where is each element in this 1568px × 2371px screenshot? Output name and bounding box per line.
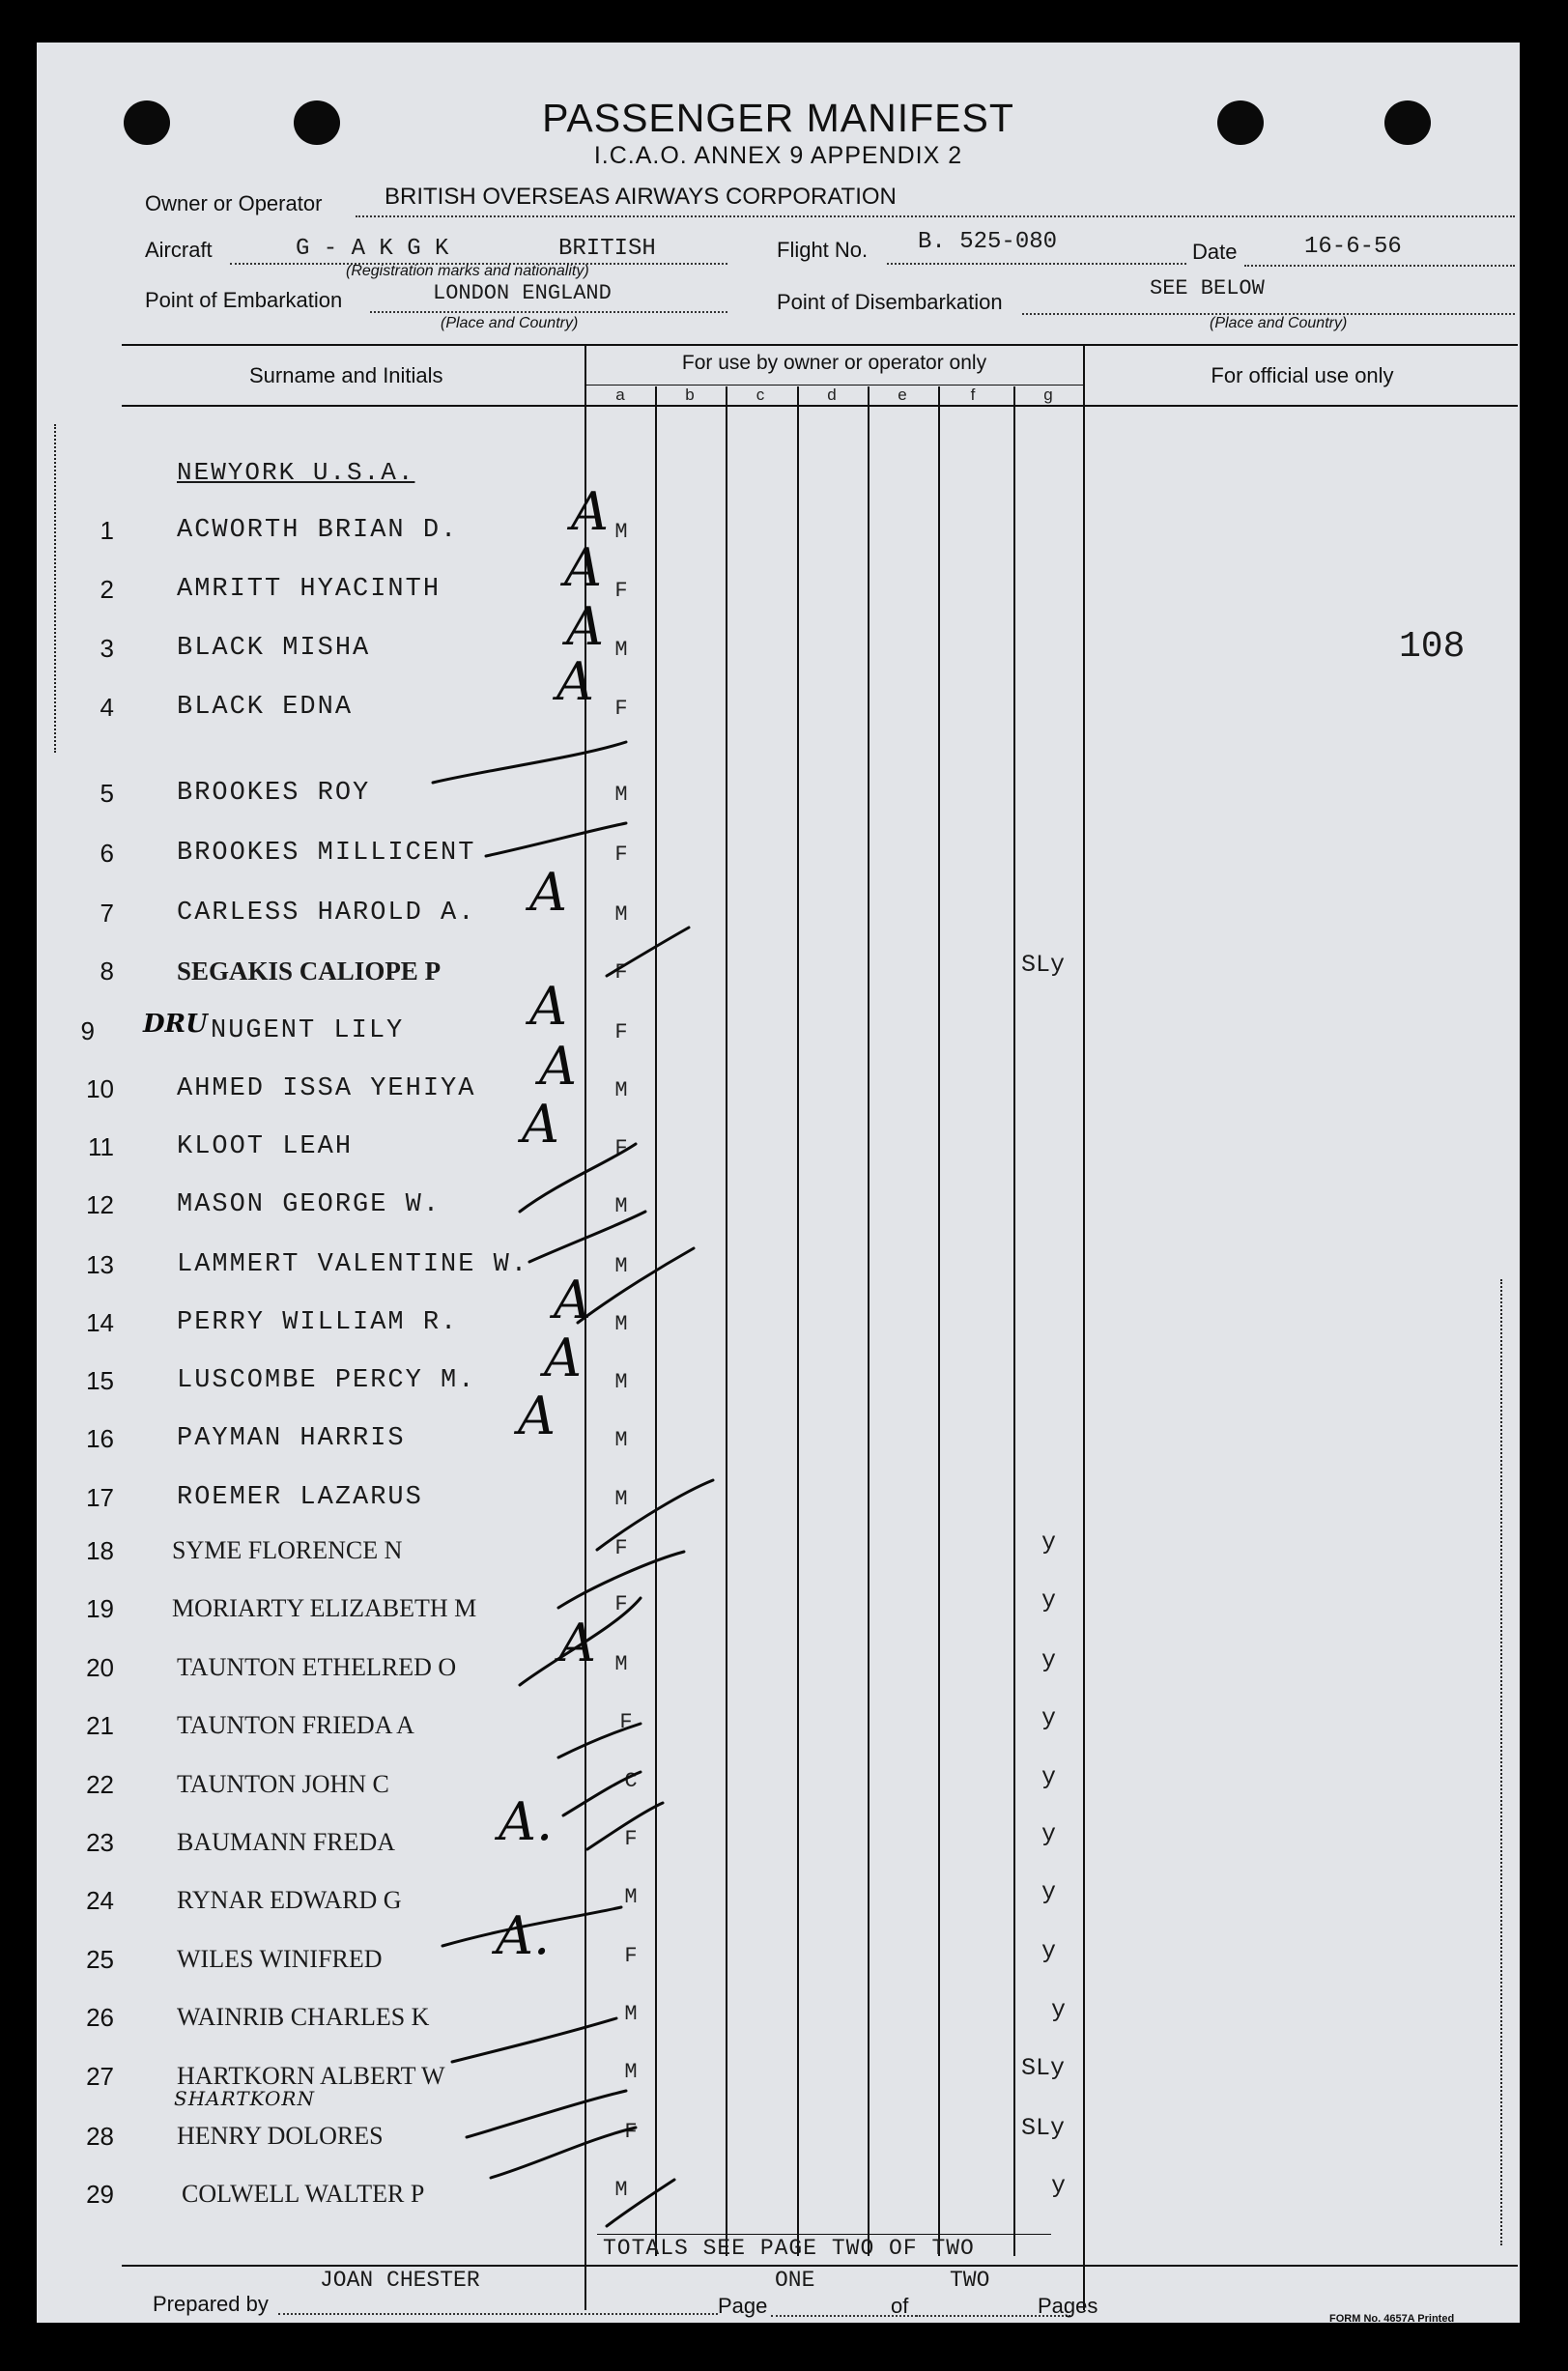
column-g-value: y [1041, 1646, 1057, 1674]
column-g-value: y [1051, 1996, 1067, 2024]
row-number: 13 [86, 1250, 114, 1279]
row-number: 10 [86, 1074, 114, 1103]
subcolumn-d: d [827, 386, 837, 404]
strike-line [607, 928, 689, 976]
passenger-name: AMRITT HYACINTH [177, 575, 442, 604]
of-label: of [891, 2294, 909, 2318]
passenger-name: LAMMERT VALENTINE W. [177, 1250, 529, 1279]
disembarkation-note: (Place and Country) [1210, 315, 1348, 331]
row-number: 26 [86, 2003, 114, 2032]
strike-line [587, 1803, 663, 1849]
handwritten-mark: A [529, 862, 567, 923]
passenger-sex: M [614, 520, 628, 544]
handwritten-mark: A [571, 481, 609, 542]
handwritten-mark: A [554, 1270, 591, 1330]
row-number: 22 [86, 1770, 114, 1799]
passenger-sex: F [614, 1020, 628, 1044]
row-number: 14 [86, 1308, 114, 1337]
passenger-sex: M [614, 1428, 628, 1452]
subcolumn-f: f [970, 386, 976, 404]
aircraft-nationality: BRITISH [558, 236, 656, 262]
passenger-sex: M [614, 1078, 628, 1102]
row-number: 7 [100, 899, 114, 928]
passenger-sex: M [614, 1254, 628, 1278]
prepared-by-label: Prepared by [153, 2292, 269, 2316]
column-g-value: SLy [1021, 2114, 1066, 2142]
passenger-sex: F [614, 579, 628, 603]
passenger-sex: F [614, 843, 628, 867]
row-number: 1 [100, 516, 114, 545]
column-g-value: y [1051, 2172, 1067, 2200]
passenger-name: MASON GEORGE W. [177, 1190, 442, 1219]
passenger-name: LUSCOMBE PERCY M. [177, 1366, 476, 1395]
passenger-name: HENRY DOLORES [177, 2122, 384, 2150]
disembarkation-label: Point of Disembarkation [777, 290, 1003, 314]
passenger-name: CARLESS HAROLD A. [177, 899, 476, 928]
row-number: 2 [100, 575, 114, 604]
strike-line [529, 1212, 645, 1262]
strike-line [520, 1144, 636, 1212]
strike-line [467, 2091, 626, 2137]
of-value: TWO [950, 2268, 990, 2293]
embarkation-note: (Place and Country) [441, 315, 579, 331]
strike-line [597, 1480, 713, 1550]
date-value: 16-6-56 [1304, 234, 1402, 260]
form-number: FORM No. 4657A Printed [1329, 2313, 1455, 2325]
column-g-value: SLy [1021, 2054, 1066, 2082]
registration-note: (Registration marks and nationality) [346, 263, 589, 279]
row-number: 20 [86, 1653, 114, 1682]
handwritten-mark: A. [499, 1791, 554, 1852]
passenger-sex: F [619, 1710, 633, 1734]
row-number: 5 [100, 779, 114, 808]
subcolumn-c: c [755, 386, 765, 404]
passenger-name: AHMED ISSA YEHIYA [177, 1074, 476, 1103]
passenger-name: BAUMANN FREDA [177, 1828, 396, 1856]
row-number: 11 [88, 1132, 114, 1161]
row-number: 9 [80, 1016, 95, 1045]
passenger-sex: M [614, 1194, 628, 1218]
page-value: ONE [775, 2268, 815, 2293]
prepared-by-value: JOAN CHESTER [320, 2268, 480, 2293]
passenger-name: KLOOT LEAH [177, 1132, 354, 1161]
owner-label: Owner or Operator [145, 191, 323, 215]
passenger-name: WAINRIB CHARLES K [177, 2003, 430, 2031]
strike-line [491, 2128, 636, 2178]
handwritten-mark: A [518, 1385, 556, 1446]
row-number: 23 [86, 1828, 114, 1857]
passenger-name: BLACK EDNA [177, 693, 354, 722]
row-number: 4 [100, 693, 114, 722]
row-number: 19 [86, 1594, 114, 1623]
passenger-sex: M [624, 2002, 638, 2026]
passenger-name: HARTKORN ALBERT W [177, 2062, 445, 2090]
passenger-sex: F [614, 1536, 628, 1560]
handwritten-mark: A [558, 1613, 596, 1673]
passenger-sex: M [624, 2060, 638, 2084]
strike-line [520, 1598, 641, 1685]
passenger-name: RYNAR EDWARD G [177, 1886, 402, 1914]
flight-value: B. 525-080 [918, 229, 1058, 255]
row-number: 27 [86, 2062, 114, 2091]
subcolumn-g: g [1043, 386, 1053, 404]
official-use-column-header: For official use only [1211, 363, 1394, 387]
row-number: 25 [86, 1945, 114, 1974]
page-label: Page [718, 2294, 768, 2318]
handwritten-mark: A [539, 1036, 577, 1097]
passenger-name: BLACK MISHA [177, 634, 371, 663]
column-g-value: y [1041, 1820, 1057, 1848]
strike-line [607, 2180, 674, 2226]
passenger-sex: F [614, 697, 628, 721]
strike-line [486, 823, 626, 856]
row-number: 28 [86, 2122, 114, 2151]
row-number: 18 [86, 1536, 114, 1565]
row-number: 17 [86, 1483, 114, 1512]
passenger-sex: M [614, 902, 628, 927]
surname-column-header: Surname and Initials [249, 363, 443, 387]
passenger-sex: F [614, 1136, 628, 1160]
passenger-sex: M [614, 783, 628, 807]
passenger-sex: C [624, 1769, 638, 1793]
embarkation-value: LONDON ENGLAND [433, 281, 612, 305]
passenger-name: ACWORTH BRIAN D. [177, 516, 459, 545]
passenger-sex: M [614, 1487, 628, 1511]
row-number: 3 [100, 634, 114, 663]
passenger-name: PERRY WILLIAM R. [177, 1308, 459, 1337]
passenger-name: TAUNTON FRIEDA A [177, 1711, 414, 1739]
page-subtitle: I.C.A.O. ANNEX 9 APPENDIX 2 [593, 142, 963, 169]
passenger-name: MORIARTY ELIZABETH M [172, 1594, 477, 1622]
subcolumn-e: e [898, 386, 907, 404]
passenger-sex: M [614, 1370, 628, 1394]
passenger-name: TAUNTON ETHELRED O [177, 1653, 457, 1681]
destination-heading: NEWYORK U.S.A. [177, 458, 415, 487]
handwritten-mark: A. [496, 1905, 551, 1966]
embarkation-label: Point of Embarkation [145, 288, 343, 312]
date-label: Date [1192, 240, 1238, 264]
passenger-name: ROEMER LAZARUS [177, 1483, 423, 1512]
row-number: 21 [86, 1711, 114, 1740]
passenger-name: NUGENT LILY [211, 1016, 405, 1045]
strike-line [578, 1248, 694, 1323]
handwritten-mark: A [529, 976, 567, 1037]
passenger-name: TAUNTON JOHN C [177, 1770, 389, 1798]
passenger-sex: F [614, 1592, 628, 1616]
handwritten-mark: A [522, 1094, 559, 1155]
handwritten-correction: SHARTKORN [174, 2087, 315, 2110]
owner-use-column-header: For use by owner or operator only [681, 352, 987, 374]
handwritten-strike-lines [37, 43, 1520, 2323]
passenger-sex: M [614, 638, 628, 662]
aircraft-label: Aircraft [145, 238, 213, 262]
handwritten-mark: A [566, 596, 604, 657]
strike-line [558, 1552, 684, 1608]
column-g-value: y [1041, 1528, 1057, 1557]
passenger-sex: M [614, 1652, 628, 1676]
column-g-value: SLy [1021, 951, 1066, 979]
passenger-sex: M [614, 2178, 628, 2202]
passenger-name: COLWELL WALTER P [182, 2180, 425, 2208]
handwritten-mark: A [544, 1328, 582, 1388]
strike-line [563, 1772, 641, 1815]
column-g-value: y [1041, 1937, 1057, 1965]
row-number: 6 [100, 839, 114, 868]
passenger-sex: F [614, 960, 628, 985]
subcolumn-b: b [685, 386, 695, 404]
flight-label: Flight No. [777, 238, 869, 262]
row-number: 8 [100, 957, 114, 986]
handwritten-mark: A [564, 537, 602, 598]
strike-line [442, 1907, 621, 1946]
column-g-value: y [1041, 1763, 1057, 1791]
page-title: PASSENGER MANIFEST [542, 96, 1014, 140]
strike-line [452, 2018, 616, 2062]
subcolumn-a: a [615, 386, 625, 404]
passenger-name: SEGAKIS CALIOPE P [177, 957, 442, 986]
column-g-value: y [1041, 1704, 1057, 1732]
passenger-name: SYME FLORENCE N [172, 1536, 403, 1564]
passenger-name: WILES WINIFRED [177, 1945, 383, 1973]
official-number: 108 [1399, 626, 1466, 668]
disembarkation-value: SEE BELOW [1150, 276, 1265, 300]
column-g-value: y [1041, 1878, 1057, 1906]
manifest-sheet [37, 43, 1520, 2323]
handwritten-prefix: DRU [143, 1010, 208, 1039]
pages-label: Pages [1038, 2294, 1098, 2318]
aircraft-registration: G - A K G K [296, 236, 449, 262]
handwritten-mark: A [556, 651, 594, 712]
passenger-name: PAYMAN HARRIS [177, 1424, 406, 1453]
owner-value: BRITISH OVERSEAS AIRWAYS CORPORATION [385, 184, 897, 210]
row-number: 12 [86, 1190, 114, 1219]
passenger-name: BROOKES MILLICENT [177, 839, 476, 868]
totals-note: TOTALS SEE PAGE TWO OF TWO [603, 2236, 975, 2261]
passenger-sex: M [624, 1885, 638, 1909]
strike-line [558, 1724, 641, 1757]
passenger-sex: M [614, 1312, 628, 1336]
passenger-sex: F [624, 1827, 638, 1851]
row-number: 29 [86, 2180, 114, 2209]
row-number: 16 [86, 1424, 114, 1453]
passenger-name: BROOKES ROY [177, 779, 371, 808]
column-g-value: y [1041, 1586, 1057, 1614]
passenger-sex: F [624, 2120, 638, 2144]
passenger-sex: F [624, 1944, 638, 1968]
row-number: 15 [86, 1366, 114, 1395]
strike-line [433, 742, 626, 783]
row-number: 24 [86, 1886, 114, 1915]
